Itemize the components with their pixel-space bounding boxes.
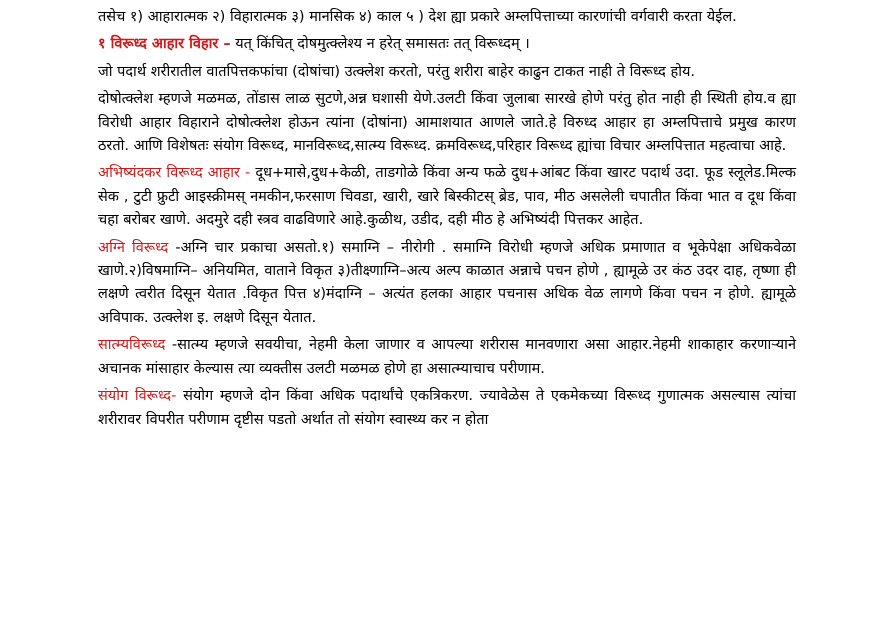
section-text: -सात्म्य म्हणजे सवयीचा, नेहमी केला जाणार व आपल्या शरीरास मानवणारा असा आहार.नेहमी शाकाहार करणाऱ्याने अचानक मांसाहार केल्यास त्या व्यक्तीस उलटी मळमळ होणे हा असात्म्याचाच परीणाम.	[98, 337, 796, 377]
intro-paragraph: तसेच १) आहारात्मक २) विहारात्मक ३) मानसिक ४) काल ५ ) देश ह्या प्रकारे अम्लपित्ताच्या कारणांची वर्गवारी करता येईल.	[98, 9, 737, 25]
section-agni-viruddh	[98, 237, 796, 331]
doshotklesh-paragraph: दोषोत्क्लेश म्हणजे मळमळ, तोंडास लाळ सुटणे,अन्न घशासी येणे.उलटी किंवा जुलाबा सारखे होणे परंतु होत नाही ही स्थिती होय.व ह्या विरोधी आहार विहाराने दोषोत्क्लेश होऊन त्यांना (दोषांना) आमाशयात आणले जाते.हे विरुध्द आहार हा अम्लपित्ताचे प्रमुख कारण ठरतो. आणि विशेषतः संयोग विरूध्द, मानविरूध्द,सात्म्य विरूध्द. क्रमविरूध्द,परिहार विरूध्द ह्यांचा विचार अम्लपित्तात महत्वाचा आहे.	[98, 91, 796, 155]
section-sanyog-viruddh	[98, 385, 796, 432]
definition-paragraph: जो पदार्थ शरीरातील वातपित्तकफांचा (दोषांचा) उत्क्लेश करतो, परंतु शरीरा बाहेर काढुन टाकत नाही ते विरूध्द होय.	[98, 63, 695, 80]
section-heading: १ विरूध्द आहार विहार –	[98, 36, 231, 53]
section-satmya-viruddh	[98, 334, 796, 381]
sanskrit-verse: यत् किंचित् दोषमुत्क्लेश्य न हरेत् समासतः तत् विरूध्दम् ।	[230, 36, 530, 53]
section-heading: अभिष्यंदकर विरूध्द आहार -	[98, 165, 251, 182]
section-heading: अग्नि विरूध्द	[98, 239, 169, 256]
section-abhishyandakar	[98, 162, 796, 232]
section-text: दूध+मासे,दुध+केळी, ताडगोळे किंवा अन्य फळे दुध+आंबट किंवा खारट पदार्थ उदा. फूड स्लूलेड.मिल्क सेक , टुटी फ्रुटी आइस्क्रीमस् नमकीन,फरसाण चिवडा, खारी, खारे बिस्कीटस् ब्रेड, पाव, मीठ असलेली चपातीत किंवा भात व दूध किंवा चहा बरोबर खाणे. अदमुरे दही स्त्रव वाढविणारे आहे.कुळीथ, उडीद, दही मीठ हे अभिष्यंदी पित्तकर आहेत.	[98, 165, 796, 229]
section-heading: सात्म्यविरूध्द	[98, 337, 166, 354]
section-text: संयोग म्हणजे दोन किंवा अधिक पदार्थांचे एकत्रिकरण. ज्यावेळेस ते एकमेकच्या विरूध्द गुणात्मक असल्यास त्यांचा शरीरावर विपरीत परीणाम दृष्टीस पडतो अर्थात तो संयोग स्वास्थ्य कर न होता	[98, 388, 796, 428]
section-viruddh-ahar-vihar	[98, 33, 796, 56]
section-text: -अग्नि चार प्रकाचा असतो.१) समाग्नि – नीरोगी . समाग्नि विरोधी म्हणजे अधिक प्रमाणात व भूकेपेक्षा अधिकवेळा खाणे.२)विषमाग्नि– अनियमित, वाताने विकृत ३)तीक्ष्णाग्नि–अत्य अल्प काळात अन्नाचे पचन होणे , ह्यामूळे उर कंठ उदर दाह, तृष्णा ही लक्षणे त्वरीत दिसून येतात .विकृत पित्त ४)मंदाग्नि – अत्यंत हलका आहार पचनास अधिक वेळ लागणे किंवा पचन न होणे. ह्यामूळे अविपाक. उत्क्लेश इ. लक्षणे दिसून येतात.	[98, 239, 796, 326]
section-heading: संयोग विरूध्द-	[98, 388, 177, 405]
